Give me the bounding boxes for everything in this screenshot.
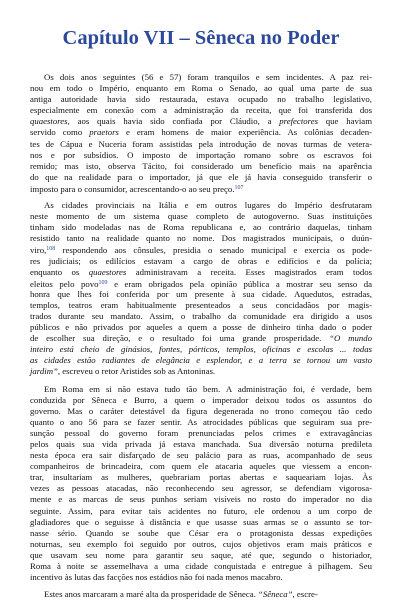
text-run: que haviam — [318, 116, 373, 127]
italic-text: quaestores — [88, 266, 127, 277]
text-line — [30, 139, 372, 150]
text-line — [30, 461, 372, 472]
text-line — [30, 300, 372, 311]
text-run: governo. Mas o caráter detestável da figura degenerada no trono começou tão cedo — [30, 405, 372, 416]
text-line — [30, 333, 372, 344]
text-line — [30, 211, 372, 222]
text-run: honra que lhes foi conferida por um presente à sua cidade. Aquedutos, estradas, — [30, 288, 372, 299]
text-line — [30, 472, 372, 483]
text-run: administravam a receita. Esses magistrados eram todos — [126, 266, 373, 277]
text-line — [30, 116, 372, 127]
italic-text: inteiro está cheio de ginásios, fontes, pórticos, templos, oficinas e escolas ... todas — [30, 344, 372, 355]
footnote-ref[interactable]: 108 — [46, 246, 56, 253]
text-run: companheiros de brincadeira, com quem ele atacaria aqueles que viessem a encon- — [30, 461, 372, 472]
text-line — [30, 344, 372, 355]
text-run: do que na realidade para o importador, já que ele já havia conseguido transferir o — [30, 171, 372, 182]
paragraph — [30, 589, 372, 600]
text-line — [30, 572, 372, 583]
text-run: conduzida por Sêneca e Burro, a quem o imperador deixou todos os assuntos do — [30, 394, 372, 405]
text-run: imposto para o consumidor, acrescentando-o ao seu preço. — [30, 183, 235, 194]
text-run: especialmente em conexão com a administração da receita, que foi transferida dos — [30, 105, 372, 116]
text-run: e eram obrigados pela opinião pública a mostrar seu senso da — [107, 278, 373, 289]
text-line — [30, 539, 372, 550]
text-run: tinham sido modeladas nas de Roma republicana e, ao contrário daquelas, tinham — [30, 222, 372, 233]
text-run: remido; mas isto, observa Tácito, foi considerado um benefício mais na aparência — [30, 160, 372, 171]
text-run: viro, — [30, 245, 47, 256]
footnote-ref[interactable]: 109 — [98, 279, 108, 286]
text-line — [30, 222, 372, 233]
text-line — [30, 94, 372, 105]
italic-text: “O mundo — [329, 333, 372, 344]
text-line — [30, 428, 372, 439]
text-run: noturnas, seu exemplo foi seguido por outros, cujos objetivos eram mais práticos e — [30, 538, 372, 549]
text-run: públicos e não privados por aqueles a quem a posse de dinheiro tinha dado o poder — [30, 322, 372, 333]
text-line — [30, 517, 372, 528]
text-run: , escre- — [292, 589, 318, 600]
text-line — [30, 550, 372, 561]
text-line — [30, 494, 372, 505]
text-run: neste momento de um sistema quase completo de autogoverno. Suas instituições — [30, 211, 372, 222]
italic-text: prefectores — [279, 116, 318, 127]
text-line — [30, 233, 372, 244]
text-run: templos, teatros eram habitualmente presenteados a seus concidadãos por magis- — [30, 299, 372, 310]
text-run: Roma à noite se assemelhava a uma cidade conquistada e entregue à pilhagem. Seu — [30, 561, 372, 572]
text-run: tes de Cápua e Nuceria foram assistidas pela introdução de novas turmas de vetera- — [30, 138, 372, 149]
text-line — [30, 267, 372, 278]
text-line — [30, 589, 372, 600]
text-line — [30, 72, 372, 83]
text-line — [30, 83, 372, 94]
text-run: sunção pessoal do governo foram prenunciadas pelos crimes e extravagâncias — [30, 427, 372, 438]
text-line — [30, 256, 372, 267]
text-line — [30, 200, 372, 211]
text-line — [30, 384, 372, 395]
paragraph — [30, 72, 372, 194]
text-line — [30, 406, 372, 417]
chapter-body — [30, 72, 372, 600]
text-line — [30, 439, 372, 450]
italic-text: praetors — [89, 127, 119, 138]
text-run: mente e as marcas de seus punhos seriam visíveis no rosto do imperador no dia — [30, 494, 372, 505]
text-line — [30, 528, 372, 539]
text-run: nesta época era sair disfarçado de seu palácio para as ruas, acompanhado de seus — [30, 450, 372, 461]
italic-text: jardim” — [30, 366, 58, 377]
text-run: enquanto os — [30, 266, 89, 277]
text-run: servido como — [30, 127, 90, 138]
italic-text: quaestores — [30, 116, 68, 127]
paragraph — [30, 200, 372, 378]
text-line — [30, 311, 372, 322]
text-run: incentivo às lutas das facções nos estádios não foi nada menos macabro. — [30, 572, 283, 583]
text-run: , escreveu o retor Aristides sob as Antoninas. — [57, 366, 216, 377]
text-line — [30, 127, 372, 138]
text-run: trar, insultariam as mulheres, quebrariam portas abertas e saqueariam lojas. Às — [30, 472, 372, 483]
text-run: resistido tanto na realidade quanto no nome. Dos magistrados municipais, o duún- — [30, 233, 372, 244]
text-line — [30, 105, 372, 116]
text-line — [30, 150, 372, 161]
text-line — [30, 483, 372, 494]
italic-text: as cidades estão radiantes de elegância e esplendor, e a terra se tornou um vasto — [30, 355, 372, 366]
text-line — [30, 278, 372, 289]
text-run: res judiciais; os edilícios estavam a cargo de obras e edifícios e da polícia; — [30, 255, 372, 266]
text-run: pelos quais sua vida privada já estava manchada. Sua diversão noturna predileta — [30, 439, 372, 449]
text-run: nos e por subsídios. O imposto de importação romano sobre os escravos foi — [30, 149, 372, 160]
text-run: que usavam seu nome para garantir seu saque, até que, segundo o historiador, — [30, 549, 372, 560]
text-line — [30, 289, 372, 300]
text-run: trados durante seu mandato. Assim, o trabalho da comunidade era dirigido a usos — [30, 310, 372, 321]
text-line — [30, 506, 372, 517]
text-line — [30, 366, 372, 377]
text-run: As cidades provinciais na Itália e em outros lugares do Império desfrutaram — [44, 200, 372, 211]
paragraph — [30, 384, 372, 584]
text-run: gladiadores que o seguisse à distância e que usasse suas armas se o assunto se tor- — [30, 516, 372, 527]
text-run: vezes as pessoas atacadas, não reconhecendo seu agressor, se defendiam vigorosa- — [30, 483, 372, 494]
text-line — [30, 244, 372, 255]
text-run: nou em todo o Império, enquanto em Roma o Senado, ao qual uma parte de sua — [30, 83, 372, 94]
italic-text: “Sêneca” — [258, 589, 293, 600]
footnote-ref[interactable]: 107 — [234, 184, 244, 191]
text-run: eleitos pelo povo — [30, 278, 99, 289]
text-line — [30, 172, 372, 183]
text-line — [30, 395, 372, 406]
text-run: , aos quais havia sido confiada por Cláudio, a — [67, 116, 280, 127]
text-run: de escolher sua direção, e o resultado foi uma grande prosperidade. — [30, 333, 330, 344]
text-line — [30, 183, 372, 194]
text-run: e eram homens de maior experiência. As colônias decaden- — [118, 127, 372, 138]
text-line — [30, 355, 372, 366]
chapter-title: Capítulo VII – Sêneca no Poder — [62, 27, 340, 49]
text-line — [30, 161, 372, 172]
text-run: antiga autoridade havia sido restaurada, estava ocupado no trabalho legislativo, — [30, 94, 372, 105]
text-run: quanto o ano 56 para se fazer sentir. As atrocidades públicas que seguiram sua pre- — [30, 416, 372, 427]
text-line — [30, 322, 372, 333]
text-run: Os dois anos seguintes (56 e 57) foram tranquilos e sem incidentes. A paz rei- — [44, 72, 372, 82]
text-run: seguinte. Assim, para evitar tais acidentes no futuro, ele ordenou a um corpo de — [30, 505, 372, 516]
text-run: respondendo aos cônsules, presidia o senado municipal e exercia os pode- — [55, 245, 372, 256]
text-run: Em Roma em si não estava tudo tão bem. A administração foi, é verdade, bem — [44, 383, 372, 394]
text-line — [30, 417, 372, 428]
text-run: nasse sério. Quando se soube que César era o protagonista dessas expedições — [30, 527, 372, 538]
text-line — [30, 561, 372, 572]
text-run: Estes anos marcaram a maré alta da prosperidade de Sêneca. — [44, 589, 259, 600]
text-line — [30, 450, 372, 461]
